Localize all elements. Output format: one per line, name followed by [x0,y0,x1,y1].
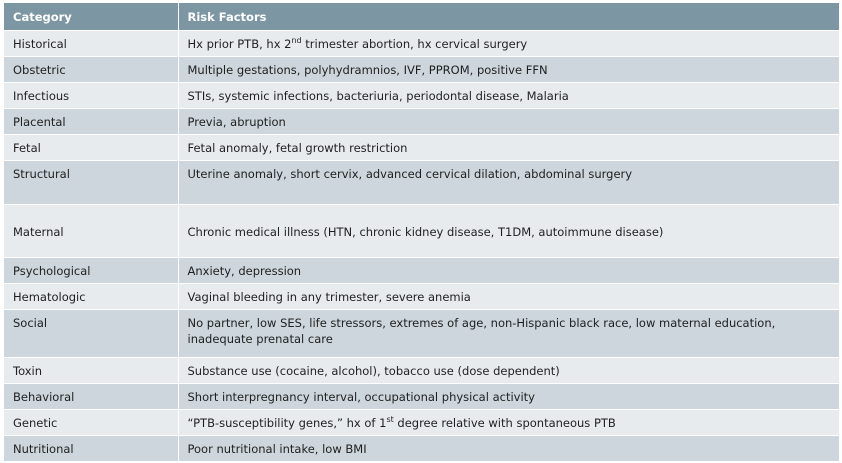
category-cell: Nutritional [4,436,178,462]
risk-factors-cell: Substance use (cocaine, alcohol), tobacco use (dose dependent) [178,358,839,384]
risk-factors-cell: Multiple gestations, polyhydramnios, IVF, PPROM, positive FFN [178,57,839,83]
category-cell: Historical [4,31,178,57]
table-header-row [4,3,839,31]
category-cell: Placental [4,109,178,135]
table-row [4,310,839,358]
table-row [4,83,839,109]
table-row [4,205,839,258]
risk-factors-cell: Hx prior PTB, hx 2nd trimester abortion, hx cervical surgery [178,31,839,57]
risk-factors-cell: Chronic medical illness (HTN, chronic kidney disease, T1DM, autoimmune disease) [178,205,839,258]
category-cell: Behavioral [4,384,178,410]
risk-factors-cell: No partner, low SES, life stressors, extremes of age, non-Hispanic black race, low maternal education, inadequate prenatal care [178,310,839,358]
category-cell: Psychological [4,258,178,284]
category-cell: Maternal [4,205,178,258]
category-cell: Hematologic [4,284,178,310]
category-cell: Structural [4,161,178,205]
category-cell: Infectious [4,83,178,109]
risk-factors-cell: Vaginal bleeding in any trimester, severe anemia [178,284,839,310]
risk-factors-cell: Anxiety, depression [178,258,839,284]
table-row [4,258,839,284]
category-cell: Obstetric [4,57,178,83]
category-cell: Toxin [4,358,178,384]
category-cell: Fetal [4,135,178,161]
table-row [4,57,839,83]
category-cell: Genetic [4,410,178,436]
table-row [4,410,839,436]
risk-factors-cell: STIs, systemic infections, bacteriuria, periodontal disease, Malaria [178,83,839,109]
table-row [4,161,839,205]
category-cell: Social [4,310,178,358]
table-row [4,284,839,310]
risk-factors-cell: Fetal anomaly, fetal growth restriction [178,135,839,161]
risk-factors-cell: Short interpregnancy interval, occupational physical activity [178,384,839,410]
risk-factors-table [4,3,840,462]
risk-factors-cell: Poor nutritional intake, low BMI [178,436,839,462]
table-row [4,31,839,57]
table-row [4,436,839,462]
risk-factors-cell: Previa, abruption [178,109,839,135]
table-row [4,384,839,410]
header-risk-factors: Risk Factors [178,3,839,31]
risk-factors-cell: “PTB-susceptibility genes,” hx of 1st degree relative with spontaneous PTB [178,410,839,436]
header-category: Category [4,3,178,31]
table-row [4,109,839,135]
table-row [4,358,839,384]
risk-factors-cell: Uterine anomaly, short cervix, advanced cervical dilation, abdominal surgery [178,161,839,205]
table-row [4,135,839,161]
